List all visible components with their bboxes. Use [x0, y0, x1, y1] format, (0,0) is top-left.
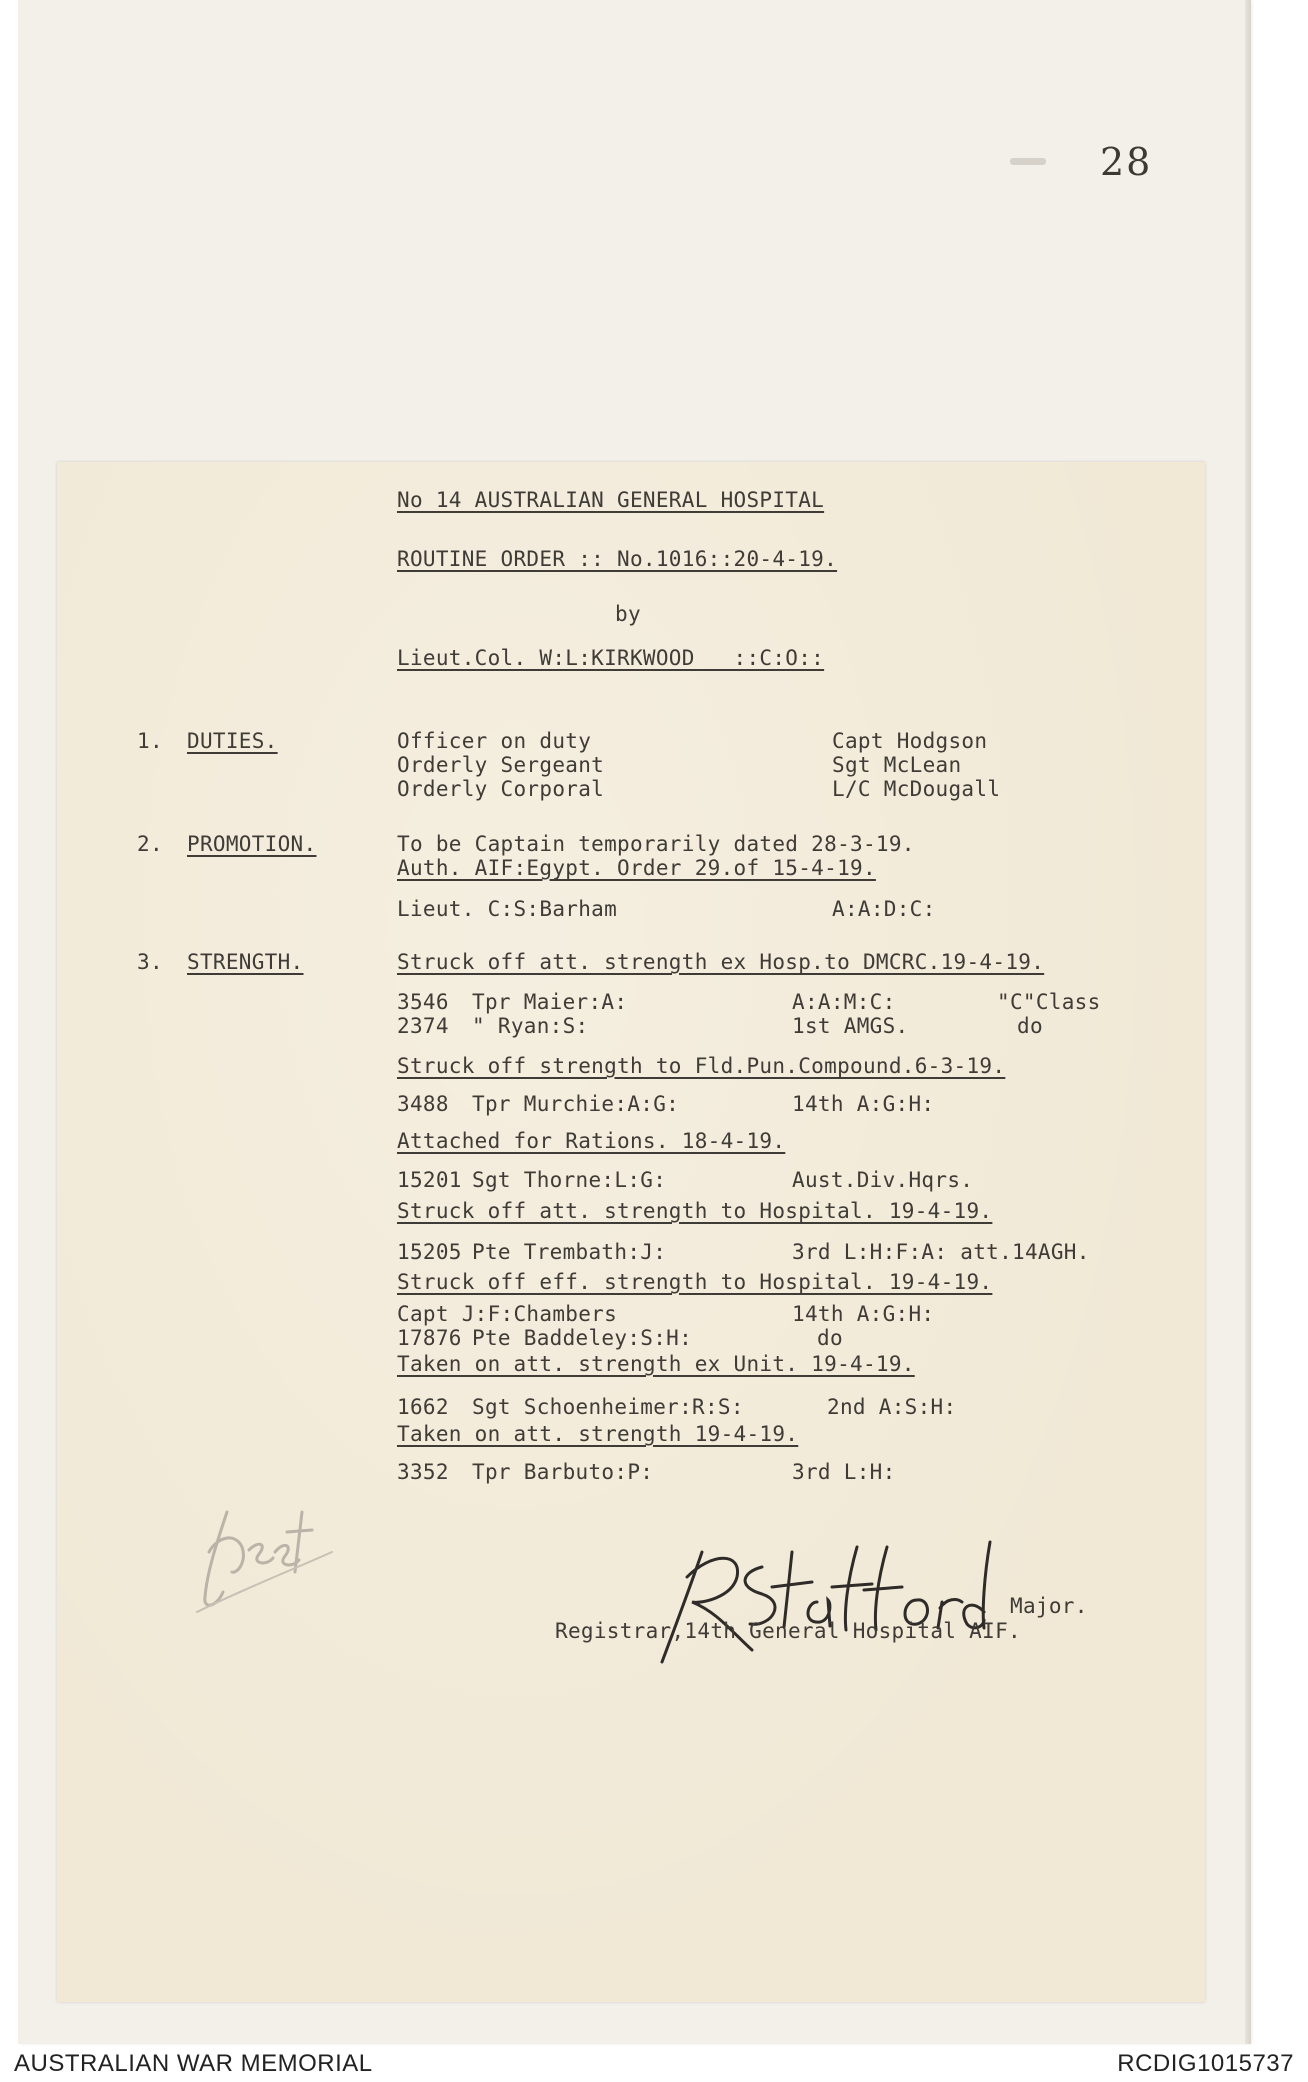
signatory-title: Registrar,14th General Hospital AIF. [555, 1619, 1021, 1643]
regimental-number: 2374 [397, 1014, 449, 1038]
soldier-name: " Ryan:S: [472, 1014, 589, 1038]
section-3-number: 3. [137, 950, 163, 974]
section-2-title: PROMOTION. [187, 832, 317, 856]
regimental-number: 3352 [397, 1460, 449, 1484]
duty-person: Capt Hodgson [832, 729, 988, 753]
strength-heading: Struck off att. strength to Hospital. 19-4-19. [397, 1199, 993, 1223]
duty-role: Officer on duty [397, 729, 592, 753]
soldier-name: Tpr Murchie:A:G: [472, 1092, 680, 1116]
soldier-name: Sgt Thorne:L:G: [472, 1168, 667, 1192]
soldier-note: "C"Class [997, 990, 1101, 1014]
hospital-heading: No 14 AUSTRALIAN GENERAL HOSPITAL [397, 488, 825, 512]
promotion-authority: Auth. AIF:Egypt. Order 29.of 15-4-19. [397, 856, 876, 880]
strength-heading: Struck off att. strength ex Hosp.to DMCRC.19-4-19. [397, 950, 1045, 974]
regimental-number: 17876 [397, 1326, 462, 1350]
routine-order-heading: ROUTINE ORDER :: No.1016::20-4-19. [397, 547, 838, 571]
strength-heading: Taken on att. strength 19-4-19. [397, 1422, 799, 1446]
footer-record-id: RCDIG1015737 [1117, 2050, 1294, 2077]
soldier-unit: 3rd L:H: [792, 1460, 896, 1484]
soldier-unit: do [817, 1326, 843, 1350]
promotion-line: To be Captain temporarily dated 28-3-19. [397, 832, 915, 856]
soldier-note: do [1017, 1014, 1043, 1038]
footer-institution: AUSTRALIAN WAR MEMORIAL [14, 2050, 373, 2077]
section-1-title: DUTIES. [187, 729, 278, 753]
soldier-name: Capt J:F:Chambers [397, 1302, 618, 1326]
regimental-number: 15205 [397, 1240, 462, 1264]
soldier-unit: Aust.Div.Hqrs. [792, 1168, 974, 1192]
strength-heading: Struck off strength to Fld.Pun.Compound.6-3-19. [397, 1054, 1006, 1078]
regimental-number: 3488 [397, 1092, 449, 1116]
duty-role: Orderly Corporal [397, 777, 605, 801]
regimental-number: 3546 [397, 990, 449, 1014]
promotion-officer: Lieut. C:S:Barham [397, 897, 618, 921]
soldier-name: Tpr Maier:A: [472, 990, 628, 1014]
commanding-officer-line: Lieut.Col. W:L:KIRKWOOD ::C:O:: [397, 646, 825, 670]
soldier-unit: 2nd A:S:H: [827, 1395, 957, 1419]
strength-heading: Taken on att. strength ex Unit. 19-4-19. [397, 1352, 915, 1376]
soldier-unit: 14th A:G:H: [792, 1302, 935, 1326]
typed-order-sheet [57, 462, 1205, 2002]
soldier-name: Pte Trembath:J: [472, 1240, 667, 1264]
soldier-unit: 1st AMGS. [792, 1014, 909, 1038]
soldier-unit: 14th A:G:H: [792, 1092, 935, 1116]
soldier-name: Pte Baddeley:S:H: [472, 1326, 693, 1350]
signatory-rank: Major. [1010, 1594, 1088, 1618]
promotion-unit: A:A:D:C: [832, 897, 936, 921]
section-3-title: STRENGTH. [187, 950, 304, 974]
strength-heading: Struck off eff. strength to Hospital. 19-4-19. [397, 1270, 993, 1294]
regimental-number: 1662 [397, 1395, 449, 1419]
by-line: by [615, 602, 641, 626]
regimental-number: 15201 [397, 1168, 462, 1192]
soldier-name: Sgt Schoenheimer:R:S: [472, 1395, 744, 1419]
folio-number: 28 [1100, 140, 1153, 184]
soldier-unit: A:A:M:C: [792, 990, 896, 1014]
pencil-smudge [1010, 158, 1046, 165]
section-1-number: 1. [137, 729, 163, 753]
duty-person: Sgt McLean [832, 753, 962, 777]
backing-page-edge [1245, 0, 1251, 2044]
soldier-unit: 3rd L:H:F:A: att.14AGH. [792, 1240, 1090, 1264]
signature-mark [632, 1532, 1012, 1682]
pencil-initials [187, 1492, 337, 1622]
strength-heading: Attached for Rations. 18-4-19. [397, 1129, 786, 1153]
duty-role: Orderly Sergeant [397, 753, 605, 777]
soldier-name: Tpr Barbuto:P: [472, 1460, 654, 1484]
section-2-number: 2. [137, 832, 163, 856]
duty-person: L/C McDougall [832, 777, 1001, 801]
